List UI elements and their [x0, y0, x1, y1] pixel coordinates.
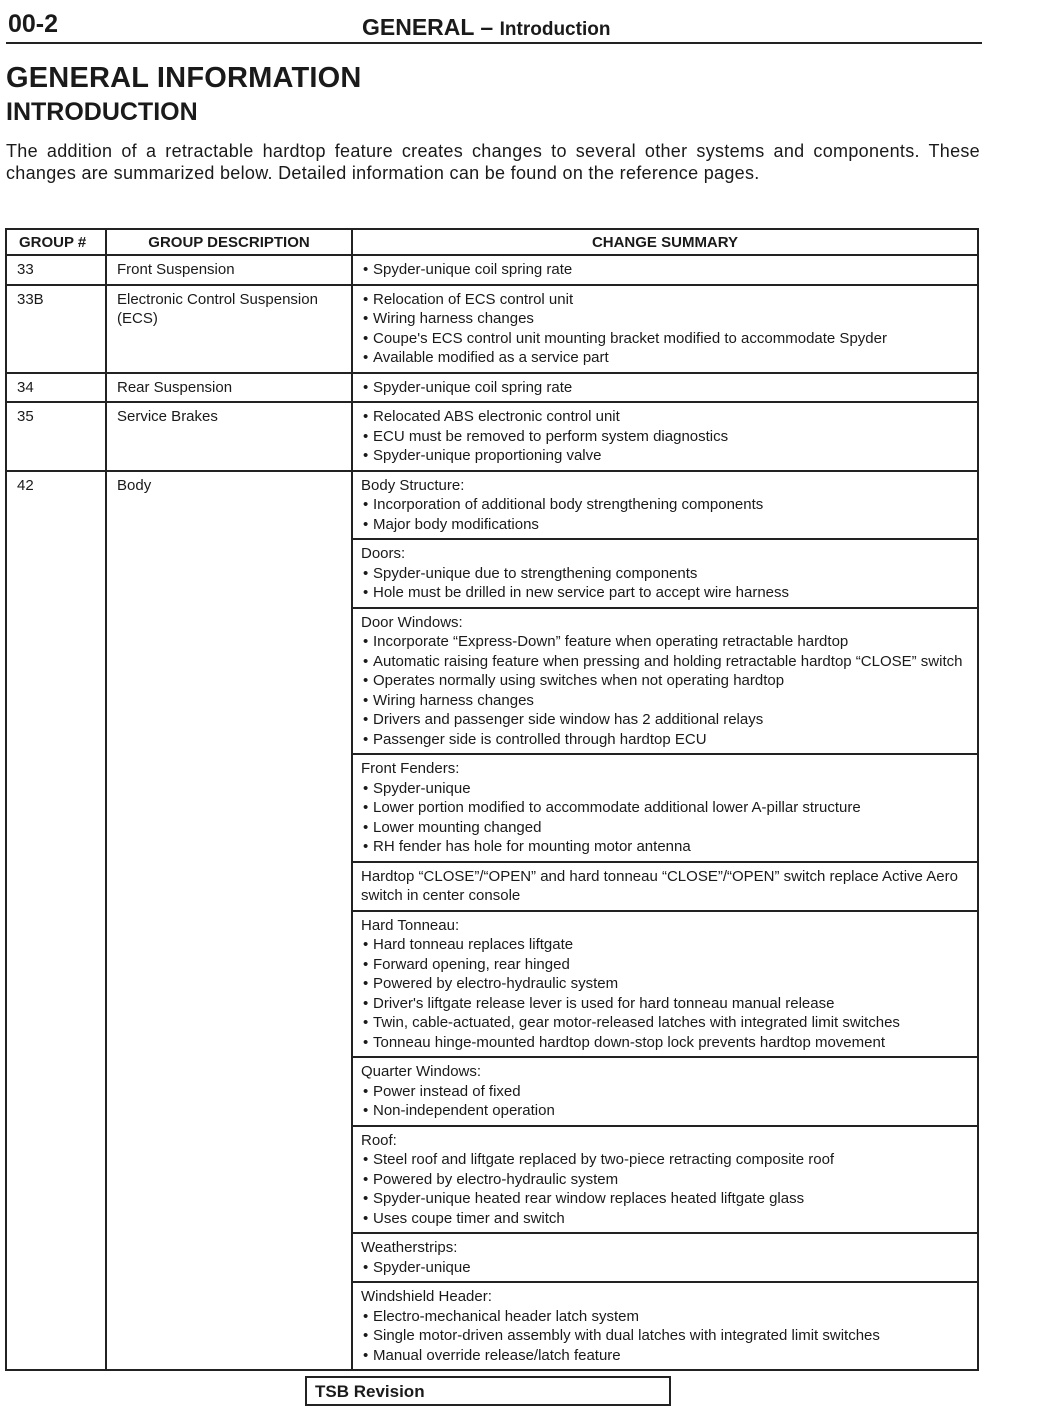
group-description-cell: Body: [106, 471, 352, 1371]
group-number-cell: 33B: [6, 285, 106, 373]
bullet-item: • Spyder-unique: [361, 1258, 971, 1278]
bullet-item: • Relocation of ECS control unit: [361, 290, 971, 310]
bullet-item: • Drivers and passenger side window has 2 additional relays: [361, 710, 971, 730]
bullet-item: • Spyder-unique proportioning valve: [361, 446, 971, 466]
subsection-heading: Front Fenders:: [361, 760, 460, 777]
bullet-item: • Wiring harness changes: [361, 309, 971, 329]
bullet-list: [361, 290, 971, 368]
bullet-item: • ECU must be removed to perform system diagnostics: [361, 427, 971, 447]
bullet-list: [361, 1150, 971, 1228]
bullet-list: [361, 407, 971, 466]
header-group-number: GROUP #: [6, 229, 106, 255]
subsection-heading: Door Windows:: [361, 613, 463, 631]
bullet-item: • Powered by electro-hydraulic system: [361, 1170, 971, 1190]
change-summary-cell: [352, 754, 978, 862]
change-summary-table: [5, 228, 979, 1371]
intro-paragraph: The addition of a retractable hardtop feature creates changes to several other systems and components. These changes are summarized below. Detailed information can be found on the reference pages.: [6, 141, 980, 183]
bullet-item: • Tonneau hinge-mounted hardtop down-stop lock prevents hardtop movement: [361, 1033, 971, 1053]
change-summary-cell: [352, 471, 978, 540]
change-summary-cell: [352, 862, 978, 911]
tsb-revision-box: [305, 1376, 671, 1406]
change-summary-cell: [352, 402, 978, 471]
bullet-item: • Lower portion modified to accommodate additional lower A-pillar structure: [361, 798, 971, 818]
subsection-heading: Hardtop “CLOSE”/“OPEN” and hard tonneau “CLOSE”/“OPEN” switch replace Active Aero switch in center console: [361, 867, 958, 904]
subsection-heading: Hard Tonneau:: [361, 916, 460, 934]
group-number-cell: 42: [6, 471, 106, 1371]
bullet-list: [361, 935, 971, 1052]
bullet-item: • Incorporate “Express-Down” feature when operating retractable hardtop: [361, 632, 971, 652]
bullet-list: [361, 495, 971, 534]
bullet-item: • Electro-mechanical header latch system: [361, 1307, 971, 1327]
subsection-heading: Quarter Windows:: [361, 1063, 482, 1080]
group-description-cell: Service Brakes: [106, 402, 352, 471]
change-summary-cell: [352, 539, 978, 608]
change-summary-cell: [352, 1126, 978, 1234]
bullet-item: • Spyder-unique coil spring rate: [361, 378, 971, 398]
bullet-item: • Passenger side is controlled through hardtop ECU: [361, 730, 971, 750]
bullet-item: • Wiring harness changes: [361, 691, 971, 711]
group-description-cell: Electronic Control Suspension (ECS): [106, 285, 352, 373]
bullet-item: • Manual override release/latch feature: [361, 1346, 971, 1366]
bullet-item: • Lower mounting changed: [361, 818, 971, 838]
bullet-list: [361, 632, 971, 749]
section-dash: –: [474, 14, 500, 40]
page-number: 00-2: [8, 10, 59, 38]
bullet-item: • Powered by electro-hydraulic system: [361, 974, 971, 994]
group-number-cell: 34: [6, 373, 106, 403]
subsection-heading: Weatherstrips:: [361, 1239, 458, 1256]
header-group-description: GROUP DESCRIPTION: [106, 229, 352, 255]
bullet-list: [361, 1082, 971, 1121]
bullet-item: • Hole must be drilled in new service part to accept wire harness: [361, 583, 971, 603]
bullet-list: [361, 260, 971, 280]
table-row: [6, 471, 978, 540]
group-number-cell: 35: [6, 402, 106, 471]
bullet-item: • Spyder-unique: [361, 779, 971, 799]
table-row: [6, 255, 978, 285]
bullet-item: • Steel roof and liftgate replaced by two-piece retracting composite roof: [361, 1150, 971, 1170]
change-summary-cell: [352, 1233, 978, 1282]
subsection-heading: Body Structure:: [361, 476, 465, 494]
change-summary-cell: [352, 255, 978, 285]
table-row: [6, 373, 978, 403]
bullet-list: [361, 1307, 971, 1366]
bullet-item: • Coupe's ECS control unit mounting bracket modified to accommodate Spyder: [361, 329, 971, 349]
section-name: GENERAL: [362, 14, 475, 40]
change-summary-cell: [352, 1282, 978, 1370]
group-number-cell: 33: [6, 255, 106, 285]
bullet-item: • Non-independent operation: [361, 1101, 971, 1121]
section-subtitle: Introduction: [499, 19, 611, 40]
bullet-item: • Spyder-unique coil spring rate: [361, 260, 971, 280]
table-header-row: [6, 229, 978, 255]
section-title: [362, 14, 610, 41]
page-title: GENERAL INFORMATION: [6, 62, 362, 94]
change-summary-cell: [352, 911, 978, 1058]
change-summary-cell: [352, 608, 978, 755]
bullet-list: [361, 779, 971, 857]
tsb-revision-label: TSB Revision: [315, 1382, 425, 1401]
bullet-item: • Uses coupe timer and switch: [361, 1209, 971, 1229]
bullet-item: • Automatic raising feature when pressing and holding retractable hardtop “CLOSE” switch: [361, 652, 971, 672]
bullet-item: • Relocated ABS electronic control unit: [361, 407, 971, 427]
bullet-list: [361, 564, 971, 603]
bullet-item: • Major body modifications: [361, 515, 971, 535]
bullet-item: • Twin, cable-actuated, gear motor-released latches with integrated limit switches: [361, 1013, 971, 1033]
bullet-item: • Available modified as a service part: [361, 348, 971, 368]
subsection-heading: Roof:: [361, 1131, 397, 1149]
bullet-item: • Driver's liftgate release lever is used for hard tonneau manual release: [361, 994, 971, 1014]
page-subtitle: INTRODUCTION: [6, 98, 198, 126]
bullet-item: • Incorporation of additional body strengthening components: [361, 495, 971, 515]
bullet-item: • Hard tonneau replaces liftgate: [361, 935, 971, 955]
bullet-list: [361, 1258, 971, 1278]
bullet-item: • Power instead of fixed: [361, 1082, 971, 1102]
subsection-heading: Windshield Header:: [361, 1288, 492, 1305]
subsection-heading: Doors:: [361, 545, 406, 562]
table-row: [6, 402, 978, 471]
bullet-item: • Operates normally using switches when not operating hardtop: [361, 671, 971, 691]
header-change-summary: CHANGE SUMMARY: [352, 229, 978, 255]
change-summary-cell: [352, 373, 978, 403]
group-description-cell: Front Suspension: [106, 255, 352, 285]
table-body: [6, 255, 978, 1370]
bullet-item: • Single motor-driven assembly with dual latches with integrated limit switches: [361, 1326, 971, 1346]
bullet-list: [361, 378, 971, 398]
bullet-item: • Forward opening, rear hinged: [361, 955, 971, 975]
bullet-item: • Spyder-unique due to strengthening components: [361, 564, 971, 584]
group-description-cell: Rear Suspension: [106, 373, 352, 403]
page-header: [6, 4, 982, 44]
change-summary-cell: [352, 1057, 978, 1126]
change-summary-cell: [352, 285, 978, 373]
table-row: [6, 285, 978, 373]
bullet-item: • RH fender has hole for mounting motor antenna: [361, 837, 971, 857]
bullet-item: • Spyder-unique heated rear window replaces heated liftgate glass: [361, 1189, 971, 1209]
